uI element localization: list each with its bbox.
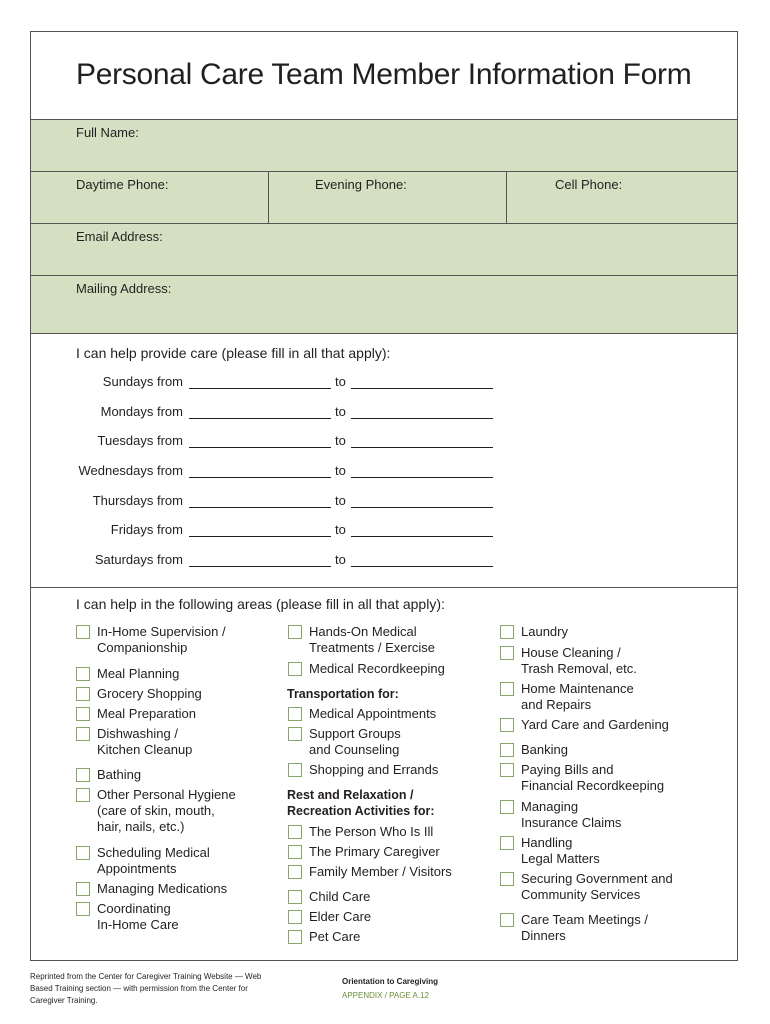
checkbox[interactable] [288, 845, 302, 859]
area-option[interactable] [76, 726, 192, 758]
checkbox-label: Laundry [521, 624, 568, 639]
checkbox[interactable] [288, 662, 302, 676]
area-option[interactable] [76, 624, 226, 656]
email-field[interactable] [31, 223, 737, 276]
area-option[interactable] [76, 666, 179, 682]
area-option[interactable] [76, 787, 236, 835]
day-label: Tuesdays from [97, 433, 183, 448]
checkbox-label: Medical Appointments [309, 706, 437, 721]
checkbox[interactable] [288, 890, 302, 904]
checkbox[interactable] [76, 846, 90, 860]
to-label: to [335, 463, 346, 478]
to-time-field[interactable] [351, 493, 493, 508]
checkbox-label: Grocery Shopping [97, 686, 202, 701]
from-time-field[interactable] [189, 522, 331, 537]
area-option[interactable] [288, 624, 435, 656]
area-option[interactable] [288, 889, 370, 905]
area-option[interactable] [288, 824, 433, 840]
area-option[interactable] [76, 845, 210, 877]
to-time-field[interactable] [351, 552, 493, 567]
from-time-field[interactable] [189, 463, 331, 478]
phone-divider [268, 172, 269, 224]
checkbox[interactable] [76, 768, 90, 782]
to-label: to [335, 493, 346, 508]
from-time-field[interactable] [189, 552, 331, 567]
phone-row [31, 171, 737, 224]
day-label: Fridays from [110, 522, 183, 537]
checkbox-label: The Person Who Is Ill [309, 824, 434, 839]
mailing-address-label: Mailing Address: [76, 281, 172, 296]
area-option[interactable] [76, 706, 196, 722]
checkbox-label: Pet Care [309, 929, 361, 944]
from-time-field[interactable] [189, 374, 331, 389]
form-title: Personal Care Team Member Information Form [76, 58, 692, 91]
checkbox[interactable] [288, 707, 302, 721]
area-option[interactable] [76, 881, 227, 897]
to-time-field[interactable] [351, 463, 493, 478]
area-option[interactable] [500, 871, 673, 903]
footer-page-number: APPENDIX / PAGE A.12 [342, 991, 429, 1000]
area-option[interactable] [76, 686, 202, 702]
checkbox-label: Elder Care [309, 909, 372, 924]
checkbox[interactable] [76, 707, 90, 721]
day-label: Wednesdays from [78, 463, 183, 478]
daytime-phone-label: Daytime Phone: [76, 177, 169, 192]
checkbox[interactable] [76, 727, 90, 741]
day-label: Saturdays from [94, 552, 183, 567]
area-option[interactable] [288, 864, 452, 880]
checkbox-label: Child Care [309, 889, 371, 904]
area-option[interactable] [288, 929, 360, 945]
area-option[interactable] [500, 799, 621, 831]
checkbox[interactable] [500, 836, 514, 850]
checkbox-label: Bathing [97, 767, 142, 782]
checkbox-label: Support Groups and Counseling [309, 726, 401, 757]
transportation-subheading: Transportation for: [287, 687, 399, 701]
evening-phone-label: Evening Phone: [315, 177, 407, 192]
checkbox[interactable] [288, 763, 302, 777]
checkbox[interactable] [288, 625, 302, 639]
area-option[interactable] [76, 901, 179, 933]
area-option[interactable] [76, 767, 141, 783]
checkbox-label: In-Home Supervision / Companionship [97, 624, 226, 655]
checkbox-label: Coordinating In-Home Care [97, 901, 179, 932]
section-divider [31, 587, 737, 588]
day-label: Mondays from [100, 404, 183, 419]
checkbox-label: Shopping and Errands [309, 762, 439, 777]
checkbox[interactable] [76, 667, 90, 681]
checkbox[interactable] [500, 872, 514, 886]
checkbox-label: Securing Government and Community Services [521, 871, 673, 902]
checkbox-label: Hands-On Medical Treatments / Exercise [309, 624, 435, 655]
checkbox-label: Meal Preparation [97, 706, 196, 721]
from-time-field[interactable] [189, 404, 331, 419]
to-label: to [335, 522, 346, 537]
checkbox-label: Scheduling Medical Appointments [97, 845, 210, 876]
form-container [30, 31, 738, 961]
cell-phone-label: Cell Phone: [555, 177, 623, 192]
checkbox-label: Care Team Meetings / Dinners [521, 912, 648, 943]
checkbox[interactable] [500, 718, 514, 732]
checkbox[interactable] [288, 727, 302, 741]
to-label: to [335, 552, 346, 567]
area-option[interactable] [288, 762, 438, 778]
checkbox-label: Banking [521, 742, 568, 757]
area-option[interactable] [288, 909, 371, 925]
checkbox[interactable] [76, 788, 90, 802]
full-name-field[interactable] [31, 119, 737, 172]
footer-title: Orientation to Caregiving [342, 977, 439, 986]
checkbox-label: Managing Medications [97, 881, 228, 896]
area-option[interactable] [288, 726, 401, 758]
checkbox-label: Paying Bills and Financial Recordkeeping [521, 762, 665, 793]
area-option[interactable] [500, 645, 637, 677]
checkbox[interactable] [76, 687, 90, 701]
to-label: to [335, 374, 346, 389]
checkbox-label: Meal Planning [97, 666, 180, 681]
checkbox-label: House Cleaning / Trash Removal, etc. [521, 645, 637, 676]
checkbox[interactable] [288, 865, 302, 879]
checkbox[interactable] [500, 800, 514, 814]
checkbox[interactable] [76, 882, 90, 896]
area-option[interactable] [500, 762, 664, 794]
area-option[interactable] [288, 661, 445, 677]
area-option[interactable] [500, 624, 568, 640]
reprint-credit: Reprinted from the Center for Caregiver Training Website — Web Based Training section — with permission from the Center for Caregiver Training. [30, 972, 262, 1005]
checkbox-label: The Primary Caregiver [309, 844, 440, 859]
day-label: Thursdays from [92, 493, 183, 508]
to-time-field[interactable] [351, 374, 493, 389]
mailing-address-field[interactable] [31, 275, 737, 334]
from-time-field[interactable] [189, 493, 331, 508]
page-footer [342, 975, 438, 1003]
recreation-subheading: Rest and Relaxation / Recreation Activities for: [287, 788, 435, 818]
checkbox[interactable] [500, 743, 514, 757]
to-time-field[interactable] [351, 522, 493, 537]
checkbox-label: Managing Insurance Claims [521, 799, 622, 830]
schedule-heading: I can help provide care (please fill in all that apply): [76, 345, 391, 361]
checkbox[interactable] [288, 910, 302, 924]
day-label: Sundays from [102, 374, 183, 389]
checkbox-label: Yard Care and Gardening [521, 717, 669, 732]
checkbox[interactable] [500, 913, 514, 927]
phone-divider [506, 172, 507, 224]
checkbox-label: Other Personal Hygiene (care of skin, mouth, hair, nails, etc.) [97, 787, 236, 834]
checkbox[interactable] [500, 763, 514, 777]
checkbox[interactable] [500, 625, 514, 639]
area-option[interactable] [500, 912, 648, 944]
area-option[interactable] [288, 706, 436, 722]
area-option[interactable] [500, 835, 600, 867]
area-option[interactable] [500, 681, 634, 713]
checkbox-label: Medical Recordkeeping [309, 661, 445, 676]
areas-heading: I can help in the following areas (please fill in all that apply): [76, 596, 445, 612]
checkbox-label: Family Member / Visitors [309, 864, 452, 879]
to-time-field[interactable] [351, 433, 493, 448]
email-label: Email Address: [76, 229, 163, 244]
checkbox-label: Dishwashing / Kitchen Cleanup [97, 726, 193, 757]
full-name-label: Full Name: [76, 125, 139, 140]
checkbox[interactable] [288, 930, 302, 944]
checkbox[interactable] [76, 625, 90, 639]
to-time-field[interactable] [351, 404, 493, 419]
checkbox[interactable] [500, 682, 514, 696]
to-label: to [335, 404, 346, 419]
checkbox[interactable] [288, 825, 302, 839]
area-option[interactable] [288, 844, 440, 860]
area-option[interactable] [500, 717, 669, 733]
checkbox[interactable] [76, 902, 90, 916]
area-option[interactable] [500, 742, 568, 758]
checkbox-label: Home Maintenance and Repairs [521, 681, 634, 712]
to-label: to [335, 433, 346, 448]
checkbox-label: Handling Legal Matters [521, 835, 600, 866]
checkbox[interactable] [500, 646, 514, 660]
from-time-field[interactable] [189, 433, 331, 448]
